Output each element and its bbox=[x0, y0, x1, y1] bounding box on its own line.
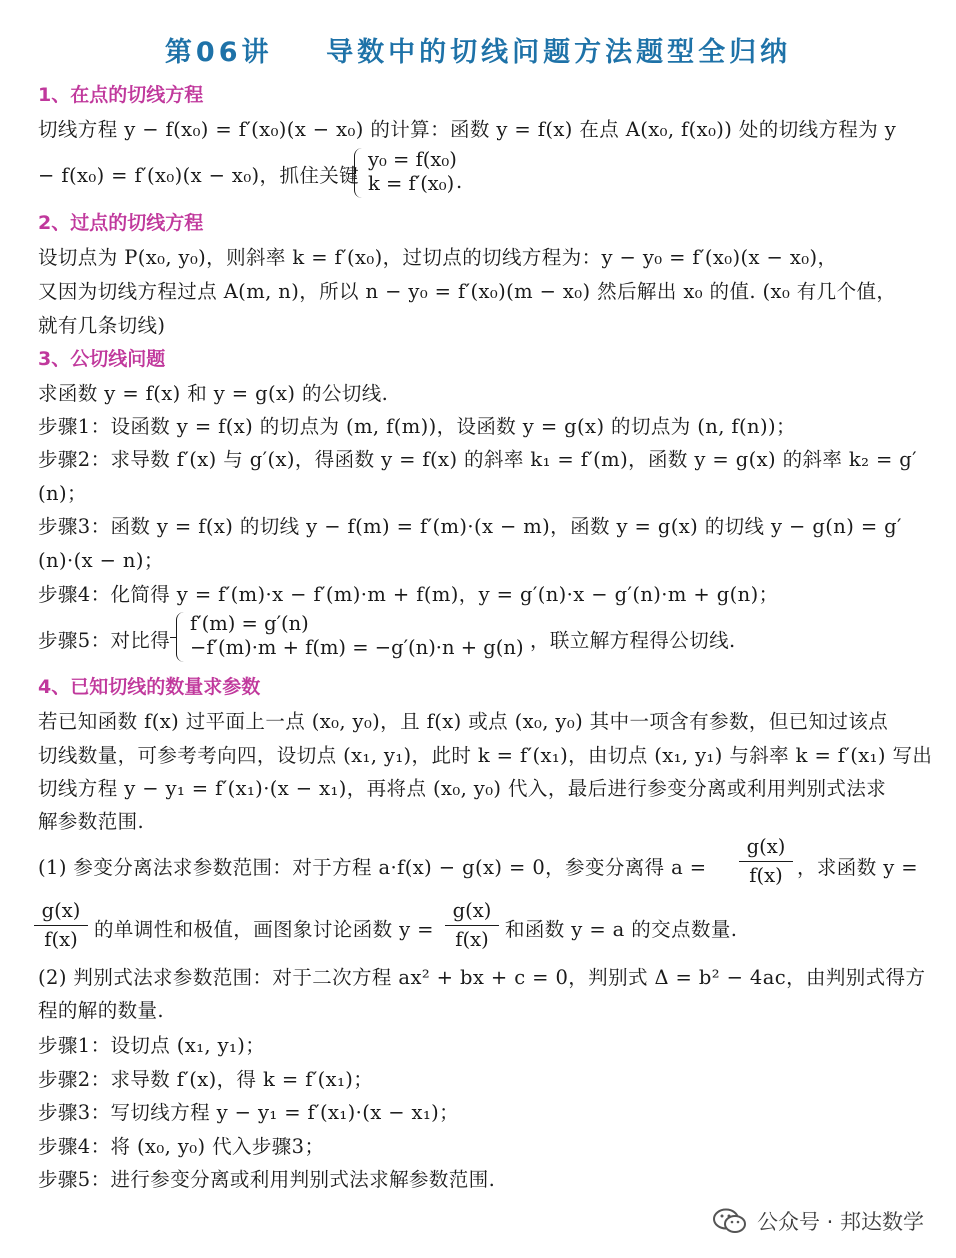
method-1-cont: 的单调性和极值，画图象讨论函数 y = bbox=[94, 918, 434, 941]
fraction-numerator: g(x) bbox=[452, 899, 492, 922]
fraction-denominator: f(x) bbox=[44, 928, 78, 951]
method-1-end: 和函数 y = a 的交点数量. bbox=[505, 918, 738, 941]
fraction-denominator: f(x) bbox=[455, 928, 489, 951]
section-1-equation-system bbox=[354, 148, 457, 198]
wechat-icon bbox=[713, 1208, 747, 1234]
section-3-heading: 3、公切线问题 bbox=[38, 348, 166, 370]
section-3-equation-system bbox=[176, 612, 524, 662]
fraction-numerator: g(x) bbox=[41, 899, 81, 922]
section-3-step-5-post: ，联立解方程得公切线. bbox=[530, 629, 736, 652]
fraction-bar bbox=[739, 861, 793, 862]
section-2-heading: 2、过点的切线方程 bbox=[38, 212, 204, 234]
section-3-step-3-cont: (n)·(x − n)； bbox=[38, 549, 164, 572]
method-2-line-2: 程的解的数量. bbox=[38, 999, 164, 1022]
system-row-1: y₀ = f(x₀) bbox=[368, 148, 457, 171]
fraction-g-over-f bbox=[32, 898, 90, 953]
section-1-line-1: 切线方程 y − f(x₀) = f′(x₀)(x − x₀) 的计算：函数 y = f(x) 在点 A(x₀, f(x₀)) 处的切线方程为 y bbox=[38, 118, 897, 141]
section-3-step-5-pre: 步骤5：对比得 bbox=[38, 629, 171, 652]
section-3-step-2: 步骤2：求导数 f′(x) 与 g′(x)，得函数 y = f(x) 的斜率 k₁ = f′(m)，函数 y = g(x) 的斜率 k₂ = g′ bbox=[38, 448, 918, 471]
section-4-heading: 4、已知切线的数量求参数 bbox=[38, 676, 261, 698]
brace-icon bbox=[176, 612, 185, 662]
section-3-step-3: 步骤3：函数 y = f(x) 的切线 y − f(m) = f′(m)·(x − m)，函数 y = g(x) 的切线 y − g(n) = g′ bbox=[38, 515, 902, 538]
method-2-step-1: 步骤1：设切点 (x₁, y₁)； bbox=[38, 1034, 266, 1057]
section-3-step-4: 步骤4：化简得 y = f′(m)·x − f′(m)·m + f(m)，y = g′(n)·x − g′(n)·m + g(n)； bbox=[38, 583, 779, 606]
method-2-step-4: 步骤4：将 (x₀, y₀) 代入步骤3； bbox=[38, 1135, 325, 1158]
section-3-step-2-cont: (n)； bbox=[38, 482, 87, 505]
section-2-line-2: 又因为切线方程过点 A(m, n)，所以 n − y₀ = f′(x₀)(m − x₀) 然后解出 x₀ 的值. (x₀ 有几个值， bbox=[38, 280, 897, 303]
section-4-line-2: 切线数量，可参考考向四，设切点 (x₁, y₁)，此时 k = f′(x₁)，由切点 (x₁, y₁) 与斜率 k = f′(x₁) 写出 bbox=[38, 744, 933, 767]
section-4-line-3: 切线方程 y − y₁ = f′(x₁)·(x − x₁)，再将点 (x₀, y₀) 代入，最后进行参变分离或利用判别式法求 bbox=[38, 777, 887, 800]
section-3-step-1: 步骤1：设函数 y = f(x) 的切点为 (m, f(m))，设函数 y = g(x) 的切点为 (n, f(n))； bbox=[38, 415, 796, 438]
system-row-2: −f′(m)·m + f(m) = −g′(n)·n + g(n) bbox=[190, 636, 524, 659]
fraction-denominator: f(x) bbox=[749, 864, 783, 887]
section-1-line-2-pre: − f(x₀) = f′(x₀)(x − x₀)，抓住关键 bbox=[38, 164, 360, 187]
fraction-bar bbox=[34, 925, 88, 926]
section-1-heading: 1、在点的切线方程 bbox=[38, 84, 204, 106]
fraction-g-over-f bbox=[737, 834, 795, 889]
system-row-2: k = f′(x₀) bbox=[368, 172, 455, 195]
method-2-step-2: 步骤2：求导数 f′(x)，得 k = f′(x₁)； bbox=[38, 1068, 374, 1091]
watermark-text: 公众号 · 邦达数学 bbox=[756, 1210, 924, 1234]
fraction-bar bbox=[445, 925, 499, 926]
section-4-line-4: 解参数范围. bbox=[38, 810, 145, 833]
section-2-line-3: 就有几条切线) bbox=[38, 314, 166, 337]
method-2-step-3: 步骤3：写切线方程 y − y₁ = f′(x₁)·(x − x₁)； bbox=[38, 1101, 460, 1124]
section-2-line-1: 设切点为 P(x₀, y₀)，则斜率 k = f′(x₀)，过切点的切线方程为：y − y₀ = f′(x₀)(x − x₀)， bbox=[38, 246, 838, 269]
page-title: 第06讲 导数中的切线问题方法题型全归纳 bbox=[164, 37, 792, 68]
section-1-line-2-post: . bbox=[456, 170, 463, 193]
system-row-1: f′(m) = g′(n) bbox=[190, 612, 309, 635]
fraction-g-over-f bbox=[443, 898, 501, 953]
method-2-line-1: (2) 判别式法求参数范围：对于二次方程 ax² + bx + c = 0，判别式 Δ = b² − 4ac，由判别式得方 bbox=[38, 966, 926, 989]
section-4-line-1: 若已知函数 f(x) 过平面上一点 (x₀, y₀)，且 f(x) 或点 (x₀, y₀) 其中一项含有参数，但已知过该点 bbox=[38, 710, 889, 733]
method-1-post: ，求函数 y = bbox=[797, 856, 918, 879]
method-1-pre: (1) 参变分离法求参数范围：对于方程 a·f(x) − g(x) = 0，参变分离得 a = bbox=[38, 856, 707, 879]
fraction-numerator: g(x) bbox=[746, 835, 786, 858]
method-2-step-5: 步骤5：进行参变分离或利用判别式法求解参数范围. bbox=[38, 1168, 496, 1191]
section-3-line-1: 求函数 y = f(x) 和 y = g(x) 的公切线. bbox=[38, 382, 389, 405]
watermark bbox=[713, 1206, 924, 1236]
brace-icon bbox=[354, 148, 363, 198]
